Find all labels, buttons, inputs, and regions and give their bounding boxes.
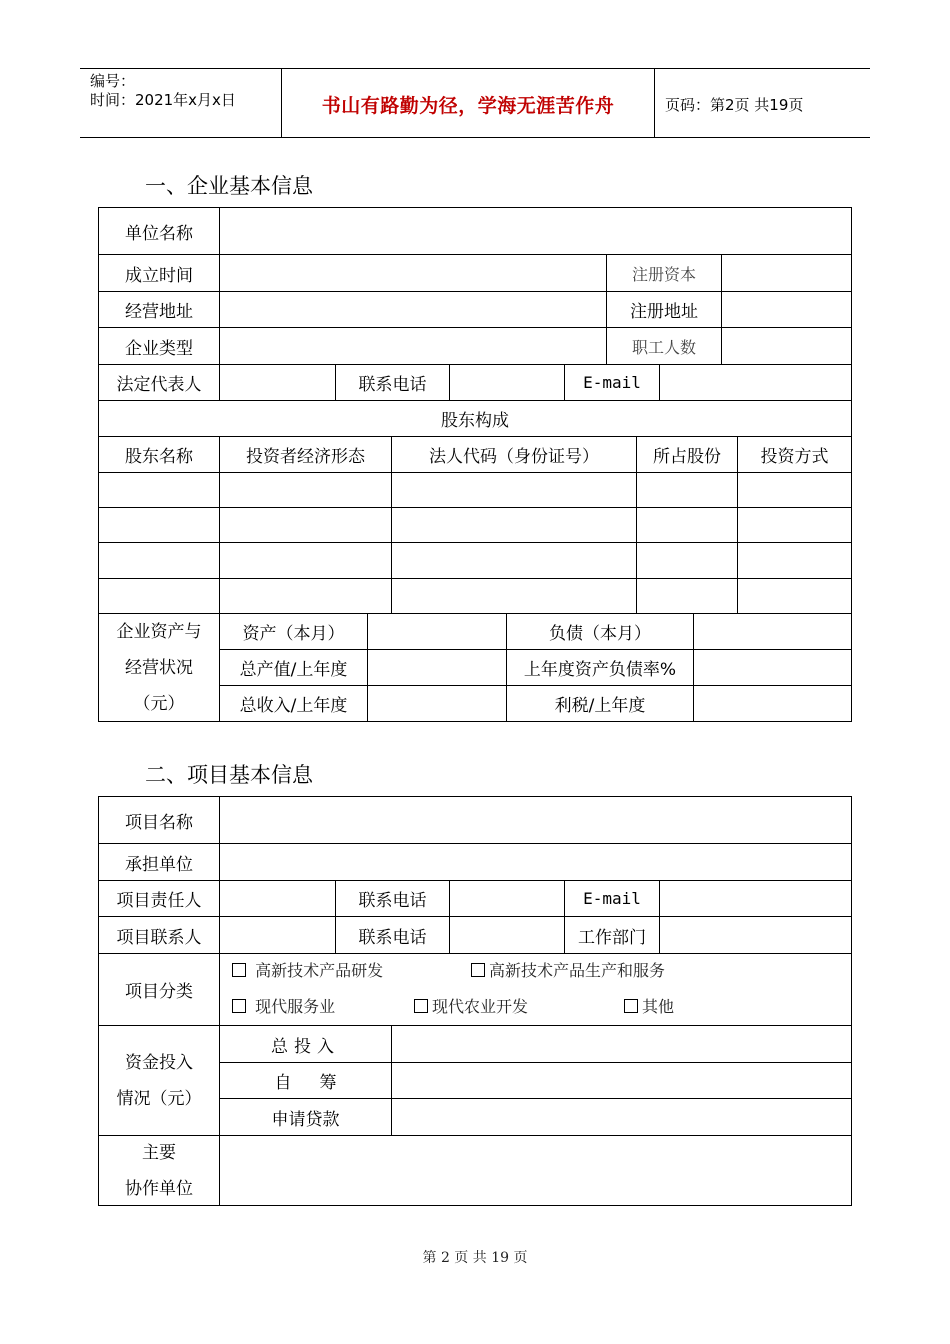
row-type [99,328,851,365]
funding-subrow-3 [220,1099,851,1136]
input-business-address[interactable] [220,292,607,327]
input-leader-email[interactable] [660,881,851,916]
label-leader-phone: 联系电话 [336,881,450,916]
col-sh-name: 股东名称 [99,437,220,472]
row-funding [99,1026,851,1136]
motto: 书山有路勤为径，学海无涯苦作舟 [321,95,615,117]
label-registered-capital: 注册资本 [607,255,722,291]
label-funding [99,1026,220,1135]
input-sh-code[interactable] [392,543,637,578]
input-legal-rep[interactable] [220,365,336,400]
input-department[interactable] [660,917,851,953]
label-assets-month: 资产（本月） [220,614,368,649]
enterprise-info-table [98,207,852,722]
input-sh-method[interactable] [738,473,851,507]
input-sh-econ-form[interactable] [220,508,392,542]
project-info-table [98,796,852,1206]
label-business-address: 经营地址 [99,292,220,327]
col-sh-code: 法人代码（身份证号） [392,437,637,472]
row-partners [99,1136,851,1205]
input-sh-code[interactable] [392,579,637,613]
input-revenue-last[interactable] [368,686,507,721]
label-assets-status-line3: （元） [133,693,185,714]
input-sh-code[interactable] [392,473,637,507]
category-option-3[interactable]: 现代服务业 [232,994,335,1017]
category-option-1[interactable]: 高新技术产品研发 [232,958,383,981]
input-sh-econ-form[interactable] [220,579,392,613]
input-sh-share[interactable] [637,579,738,613]
label-registered-address: 注册地址 [607,292,722,327]
label-employees: 职工人数 [607,328,722,364]
row-category [99,954,851,1026]
table-row [99,543,851,579]
label-project-contact: 项目联系人 [99,917,220,953]
assets-subrow-2 [220,650,851,686]
label-email: E-mail [565,365,660,400]
label-partners-line1: 主要 [142,1142,176,1163]
row-undertaker [99,844,851,881]
label-self-raised: 自筹 [220,1063,392,1098]
col-sh-econ-form: 投资者经济形态 [220,437,392,472]
table-row [99,473,851,508]
input-project-name[interactable] [220,797,851,843]
label-revenue-last: 总收入/上年度 [220,686,368,721]
input-email[interactable] [660,365,851,400]
col-sh-share: 所占股份 [637,437,738,472]
row-assets-block [99,614,851,721]
label-assets-status [99,614,220,721]
input-undertaker[interactable] [220,844,851,880]
label-department: 工作部门 [565,917,660,953]
input-sh-method[interactable] [738,579,851,613]
label-liab-month: 负债（本月） [507,614,694,649]
input-registered-capital[interactable] [722,255,851,291]
checkbox-icon [414,999,428,1013]
funding-subrow-1 [220,1026,851,1063]
row-project-name [99,797,851,844]
row-unit-name [99,208,851,255]
label-loan-apply: 申请贷款 [220,1099,392,1136]
row-project-leader [99,881,851,917]
input-partners[interactable] [220,1136,851,1205]
page-info: 页码：第2页 共19页 [665,96,804,114]
input-founded[interactable] [220,255,607,291]
input-sh-econ-form[interactable] [220,543,392,578]
funding-subrow-2 [220,1063,851,1099]
checkbox-icon [232,999,246,1013]
input-tax-last[interactable] [694,686,851,721]
table-row [99,508,851,543]
input-sh-name[interactable] [99,473,220,507]
input-sh-name[interactable] [99,579,220,613]
page-header [80,68,870,138]
label-undertaker: 承担单位 [99,844,220,880]
label-funding-line1: 资金投入 [125,1052,193,1073]
label-category: 项目分类 [99,954,220,1025]
input-sh-code[interactable] [392,508,637,542]
input-registered-address[interactable] [722,292,851,327]
label-debt-ratio-last: 上年度资产负债率% [507,650,694,685]
header-meta-cell [80,69,282,137]
label-project-name: 项目名称 [99,797,220,843]
input-project-contact[interactable] [220,917,336,953]
input-self-raised[interactable] [392,1063,851,1098]
input-debt-ratio-last[interactable] [694,650,851,685]
input-sh-share[interactable] [637,508,738,542]
input-leader-phone[interactable] [450,881,565,916]
label-partners [99,1136,220,1205]
label-leader-email: E-mail [565,881,660,916]
input-liab-month[interactable] [694,614,851,649]
label-assets-status-line1: 企业资产与 [116,621,202,642]
label-funding-line2: 情况（元） [116,1088,202,1109]
section2-title: 二、项目基本信息 [145,763,313,787]
table-row [99,579,851,614]
input-sh-name[interactable] [99,543,220,578]
checkbox-icon [232,963,246,977]
col-sh-method: 投资方式 [760,447,829,467]
header-motto-cell [282,69,655,137]
assets-subrow-3 [220,686,851,721]
input-enterprise-type[interactable] [220,328,607,364]
label-assets-status-line2: 经营状况 [125,657,193,678]
input-unit-name[interactable] [220,208,851,254]
page-footer: 第 2 页 共 19 页 [422,1250,528,1266]
label-unit-name: 单位名称 [99,208,220,254]
row-founded [99,255,851,292]
input-output-last[interactable] [368,650,507,685]
label-project-leader: 项目责任人 [99,881,220,916]
label-output-last: 总产值/上年度 [220,650,368,685]
input-total-investment[interactable] [392,1026,851,1062]
input-project-leader[interactable] [220,881,336,916]
checkbox-icon [471,963,485,977]
label-enterprise-type: 企业类型 [99,328,220,364]
input-sh-name[interactable] [99,508,220,542]
label-legal-rep: 法定代表人 [99,365,220,400]
label-partners-line2: 协作单位 [125,1178,193,1199]
input-sh-share[interactable] [637,543,738,578]
input-phone[interactable] [450,365,565,400]
serial-label: 编号： [90,72,136,90]
input-sh-econ-form[interactable] [220,473,392,507]
input-loan-apply[interactable] [392,1099,851,1136]
time-label: 时间：2021年x月x日 [90,91,236,109]
input-sh-method[interactable] [738,508,851,542]
row-address [99,292,851,328]
label-total-investment: 总投入 [220,1026,392,1062]
row-shareholder-headers [99,437,851,473]
section1-title: 一、企业基本信息 [145,174,313,198]
row-legal-rep [99,365,851,401]
category-option-5[interactable]: 其他 [624,994,674,1017]
label-tax-last: 利税/上年度 [507,686,694,721]
header-page-cell [655,69,870,137]
label-founded: 成立时间 [99,255,220,291]
category-option-2[interactable]: 高新技术产品生产和服务 [471,958,665,981]
label-contact-phone: 联系电话 [336,917,450,953]
input-contact-phone[interactable] [450,917,565,953]
row-shareholders-heading [99,401,851,437]
shareholders-heading: 股东构成 [441,411,509,431]
row-project-contact [99,917,851,954]
category-option-4[interactable]: 现代农业开发 [414,994,528,1017]
checkbox-icon [624,999,638,1013]
input-employees[interactable] [722,328,851,364]
assets-subrow-1 [220,614,851,650]
label-phone: 联系电话 [336,365,450,400]
input-assets-month[interactable] [368,614,507,649]
input-sh-method[interactable] [738,543,851,578]
input-sh-share[interactable] [637,473,738,507]
